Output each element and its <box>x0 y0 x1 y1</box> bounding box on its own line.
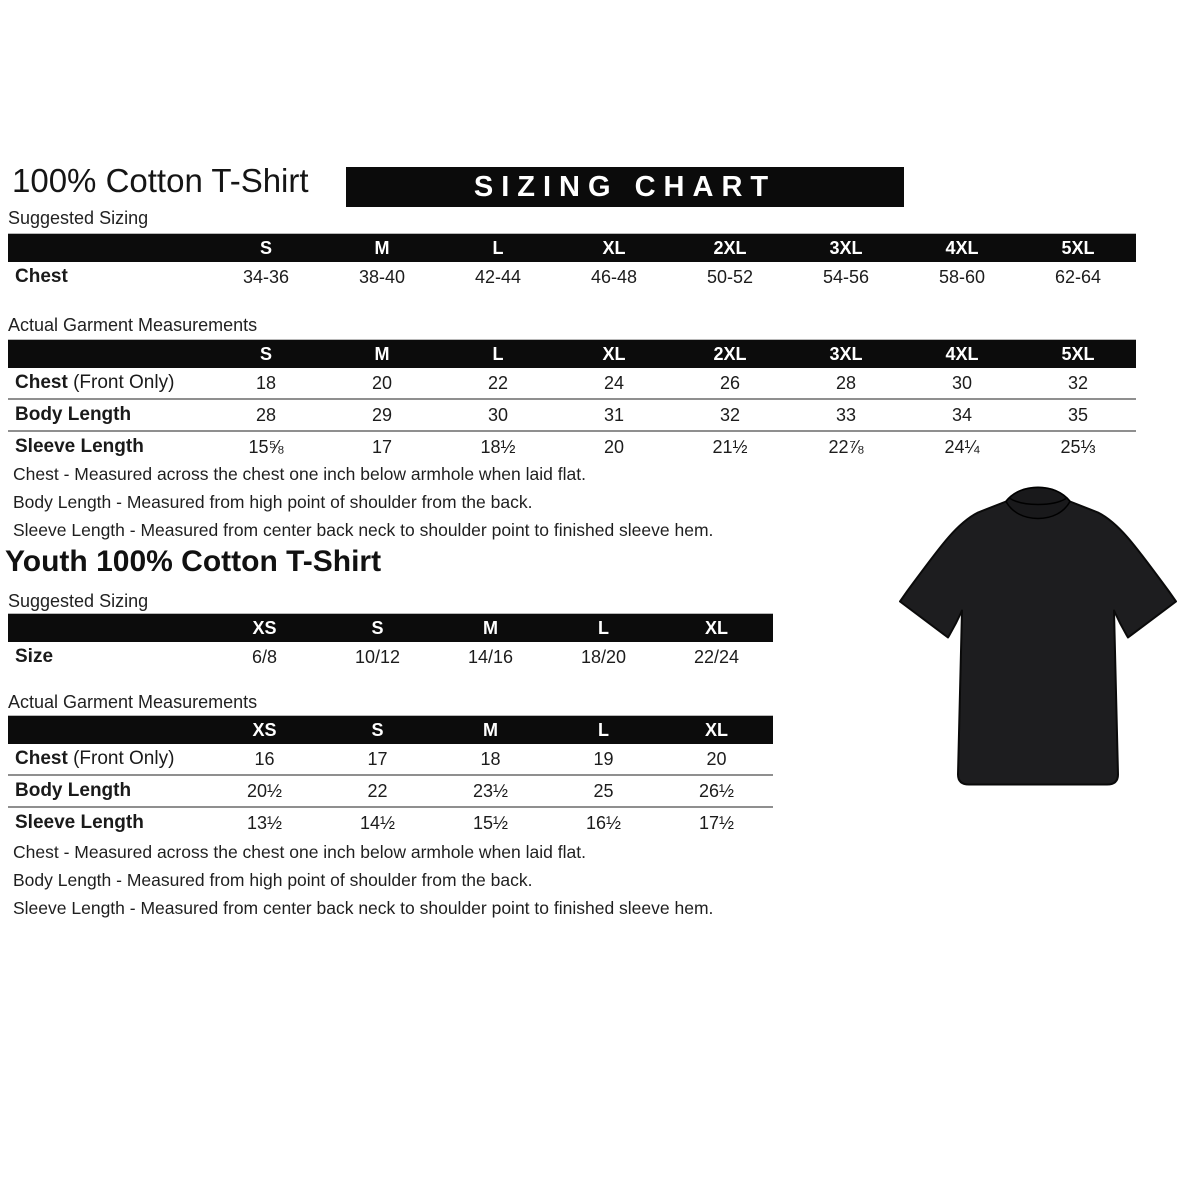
column-header: S <box>259 237 272 258</box>
table-cell: 18 <box>255 372 277 393</box>
column-header: 2XL <box>713 343 747 364</box>
row-label <box>8 404 208 426</box>
column-header: S <box>371 719 384 740</box>
column-header: L <box>598 617 609 638</box>
table-cell: 23½ <box>472 780 509 801</box>
table-row <box>8 642 773 672</box>
section-label-youth-suggested-sizing: Suggested Sizing <box>8 591 149 611</box>
column-header: XL <box>602 237 626 258</box>
row-label-text: Sleeve Length <box>15 812 144 833</box>
table-cell: 32 <box>1067 372 1089 393</box>
table-cell: 22⅞ <box>828 436 864 457</box>
table-cell: 46-48 <box>590 266 638 287</box>
youth-measurement-notes <box>13 838 713 922</box>
table-cell: 15⅝ <box>248 436 284 457</box>
table-cell: 24¼ <box>944 436 980 457</box>
column-header: 3XL <box>829 237 863 258</box>
table-cell: 34-36 <box>242 266 290 287</box>
table-header-row <box>8 233 1136 262</box>
row-label-text: Sleeve Length <box>15 436 144 457</box>
table-cell: 20 <box>706 748 727 769</box>
adult-suggested-sizing-table <box>8 233 1136 292</box>
table-row <box>8 430 1136 462</box>
table-cell: 50-52 <box>706 266 754 287</box>
table-cell: 20 <box>603 436 625 457</box>
column-header: XL <box>704 719 728 740</box>
column-header: XS <box>252 617 277 638</box>
table-cell: 19 <box>593 748 614 769</box>
table-cell: 58-60 <box>938 266 986 287</box>
black-tshirt-image <box>888 477 1188 802</box>
table-cell: 18/20 <box>580 646 627 667</box>
row-label-suffix: (Front Only) <box>67 748 175 769</box>
table-cell: 17 <box>367 748 388 769</box>
table-cell: 34 <box>951 404 973 425</box>
row-label <box>8 436 208 458</box>
row-label-suffix: (Front Only) <box>67 372 175 393</box>
table-cell: 26 <box>719 372 741 393</box>
table-cell: 38-40 <box>358 266 406 287</box>
table-row <box>8 744 773 774</box>
column-header: S <box>371 617 384 638</box>
table-row <box>8 262 1136 292</box>
row-label <box>8 372 208 394</box>
table-cell: 22 <box>367 780 388 801</box>
table-row <box>8 806 773 838</box>
youth-suggested-sizing-table <box>8 613 773 672</box>
column-header: L <box>492 343 504 364</box>
table-cell: 33 <box>835 404 857 425</box>
table-cell: 14½ <box>359 812 396 833</box>
column-header: 2XL <box>713 237 747 258</box>
column-header: M <box>483 617 498 638</box>
note-body-length: Body Length - Measured from high point of shoulder from the back. <box>13 492 533 512</box>
row-label-text: Body Length <box>15 780 132 801</box>
table-cell: 28 <box>255 404 277 425</box>
table-cell: 13½ <box>246 812 283 833</box>
table-cell: 24 <box>603 372 625 393</box>
note-sleeve-length: Sleeve Length - Measured from center back neck to shoulder point to finished sleeve hem. <box>13 520 714 540</box>
column-header: 5XL <box>1061 343 1095 364</box>
table-cell: 18 <box>480 748 501 769</box>
sizing-chart-banner <box>346 167 904 207</box>
table-cell: 6/8 <box>251 646 278 667</box>
row-label-text: Body Length <box>15 404 132 425</box>
table-cell: 20 <box>371 372 393 393</box>
column-header: XL <box>602 343 626 364</box>
row-label-text: Chest <box>15 748 68 769</box>
table-cell: 31 <box>603 404 625 425</box>
table-cell: 29 <box>371 404 393 425</box>
table-cell: 42-44 <box>474 266 522 287</box>
note-chest: Chest - Measured across the chest one inch below armhole when laid flat. <box>13 842 586 862</box>
column-header: L <box>492 237 504 258</box>
column-header: M <box>483 719 498 740</box>
column-header: 4XL <box>945 237 979 258</box>
youth-actual-measurements-table <box>8 715 773 838</box>
row-label <box>8 780 208 802</box>
table-row <box>8 398 1136 430</box>
column-header: S <box>259 343 272 364</box>
table-cell: 10/12 <box>354 646 401 667</box>
table-cell: 17½ <box>698 812 735 833</box>
table-cell: 28 <box>835 372 857 393</box>
note-body-length: Body Length - Measured from high point of shoulder from the back. <box>13 870 533 890</box>
table-header-row <box>8 715 773 744</box>
column-header: L <box>598 719 609 740</box>
table-cell: 16 <box>254 748 275 769</box>
table-cell: 14/16 <box>467 646 514 667</box>
table-cell: 54-56 <box>822 266 870 287</box>
table-cell: 25⅓ <box>1060 436 1096 457</box>
column-header: M <box>374 237 390 258</box>
tshirt-body <box>900 488 1176 785</box>
row-label <box>8 266 208 288</box>
row-label-text: Size <box>15 646 54 667</box>
column-header: 4XL <box>945 343 979 364</box>
adult-measurement-notes <box>13 460 713 544</box>
table-cell: 21½ <box>712 436 748 457</box>
note-chest: Chest - Measured across the chest one inch below armhole when laid flat. <box>13 464 586 484</box>
note-sleeve-length: Sleeve Length - Measured from center back neck to shoulder point to finished sleeve hem. <box>13 898 714 918</box>
table-cell: 15½ <box>472 812 509 833</box>
table-cell: 16½ <box>585 812 622 833</box>
column-header: 5XL <box>1061 237 1095 258</box>
row-label <box>8 646 208 668</box>
table-header-row <box>8 613 773 642</box>
table-cell: 20½ <box>246 780 283 801</box>
table-cell: 17 <box>371 436 393 457</box>
column-header: XS <box>252 719 277 740</box>
section-label-adult-actual-measurements: Actual Garment Measurements <box>8 315 258 335</box>
adult-actual-measurements-table <box>8 339 1136 462</box>
column-header: XL <box>704 617 728 638</box>
table-cell: 26½ <box>698 780 735 801</box>
table-cell: 30 <box>951 372 973 393</box>
table-cell: 35 <box>1067 404 1089 425</box>
section-label-youth-actual-measurements: Actual Garment Measurements <box>8 692 258 712</box>
table-row <box>8 368 1136 398</box>
row-label <box>8 812 208 834</box>
table-cell: 25 <box>593 780 614 801</box>
row-label <box>8 748 208 770</box>
youth-page-title: Youth 100% Cotton T-Shirt <box>5 545 382 578</box>
sizing-chart-banner-text: SIZING CHART <box>473 170 777 203</box>
column-header: M <box>374 343 390 364</box>
column-header: 3XL <box>829 343 863 364</box>
table-row <box>8 774 773 806</box>
row-label-text: Chest <box>15 372 68 393</box>
section-label-adult-suggested-sizing: Suggested Sizing <box>8 208 149 228</box>
table-cell: 22 <box>487 372 509 393</box>
page-title: 100% Cotton T-Shirt <box>12 162 309 199</box>
table-cell: 18½ <box>480 436 516 457</box>
table-header-row <box>8 339 1136 368</box>
table-cell: 22/24 <box>693 646 740 667</box>
table-cell: 30 <box>487 404 509 425</box>
table-cell: 32 <box>719 404 741 425</box>
table-cell: 62-64 <box>1054 266 1102 287</box>
row-label-text: Chest <box>15 266 68 287</box>
